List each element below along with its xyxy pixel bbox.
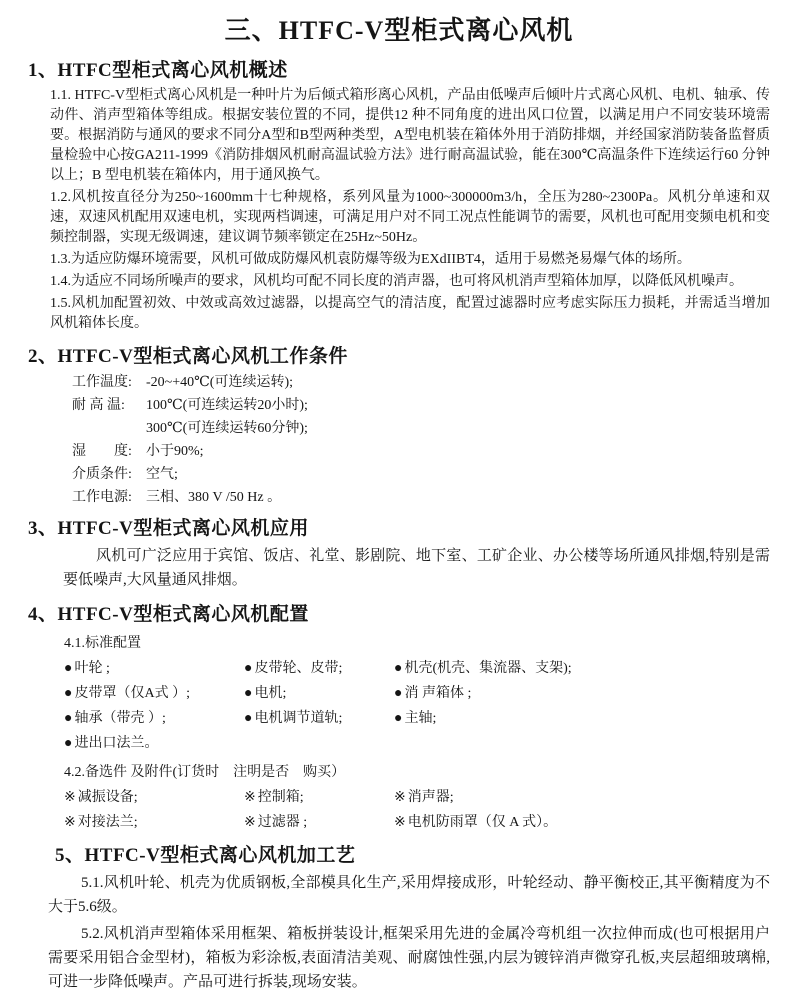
bullet-icon: ● <box>244 686 253 701</box>
paragraph-1-2: 1.2.风机按直径分为250~1600mm十七种规格，系列风量为1000~300000m3/h，全压为280~2300Pa。风机分单速和双速，双速风机配用双速电机，实现两档调速，可满足用户对不同工况点性能调节的需要，风机也可配用变频电机和变频控制器，实现无级调速，建议调节频率锁定在25Hz~50Hz。 <box>50 190 770 245</box>
condition-label: 湿 度: <box>72 444 132 459</box>
config-item: 机壳(机壳、集流器、支架); <box>404 661 572 676</box>
config-row <box>64 736 770 752</box>
config-item: 主轴; <box>404 711 437 726</box>
section-1-heading: 1、HTFC型柜式离心风机概述 <box>28 60 288 81</box>
standard-config-list <box>64 661 770 752</box>
reference-mark-icon: ※ <box>244 815 256 830</box>
application-paragraph: 风机可广泛应用于宾馆、饭店、礼堂、影剧院、地下室、工矿企业、办公楼等场所通风排烟,特别是需要低噪声,大风量通风排烟。 <box>63 548 770 588</box>
paragraph-1-4: 1.4.为适应不同场所噪声的要求，风机均可配不同长度的消声器，也可将风机消声型箱体加厚，以降低风机噪声。 <box>50 274 743 289</box>
config-row <box>64 661 770 677</box>
condition-value: 300℃(可连续运转60分钟); <box>146 421 308 436</box>
condition-row <box>72 490 770 506</box>
condition-value: 空气; <box>146 467 178 482</box>
bullet-icon: ● <box>394 661 403 676</box>
subsection-4-2-title: 4.2.备选件 及附件(订货时 注明是否 购买） <box>64 765 346 780</box>
config-cell <box>244 790 394 806</box>
config-item: 对接法兰; <box>77 815 138 830</box>
bullet-icon: ● <box>64 711 73 726</box>
optional-config-list <box>64 790 770 831</box>
condition-label: 介质条件: <box>72 467 132 482</box>
bullet-icon: ● <box>244 661 253 676</box>
config-item: 减振设备; <box>77 790 138 805</box>
config-item: 控制箱; <box>257 790 304 805</box>
section-3-heading: 3、HTFC-V型柜式离心风机应用 <box>28 518 309 539</box>
config-row <box>64 711 770 727</box>
bullet-icon: ● <box>394 686 403 701</box>
config-cell <box>64 790 244 806</box>
bullet-icon: ● <box>64 686 73 701</box>
condition-label: 工作电源: <box>72 490 132 505</box>
subsection-4-1-title: 4.1.标准配置 <box>64 636 141 651</box>
working-conditions-list <box>72 375 770 506</box>
reference-mark-icon: ※ <box>64 790 76 805</box>
config-item: 进出口法兰。 <box>74 736 159 751</box>
section-2-heading: 2、HTFC-V型柜式离心风机工作条件 <box>28 346 348 367</box>
config-row <box>64 790 770 806</box>
config-cell <box>64 711 244 727</box>
bullet-icon: ● <box>64 736 73 751</box>
condition-row <box>72 421 770 437</box>
condition-value: 三相、380 V /50 Hz 。 <box>146 490 282 505</box>
bullet-icon: ● <box>244 711 253 726</box>
paragraph-1-3: 1.3.为适应防爆环境需要，风机可做成防爆风机袁防爆等级为EXdIIBT4，适用于易燃尧易爆气体的场所。 <box>50 252 691 267</box>
config-cell <box>394 686 770 702</box>
config-cell <box>394 815 770 831</box>
reference-mark-icon: ※ <box>394 790 406 805</box>
section-5-heading: 5、HTFC-V型柜式离心风机加工艺 <box>55 845 356 866</box>
paragraph-1-1: 1.1. HTFC-V型柜式离心风机是一种叶片为后倾式箱形离心风机，产品由低噪声后倾叶片式离心风机、电机、轴承、传动件、消声型箱体等组成。根据安装位置的不同，提供12 种不同角度的进出风口位置，以满足用户不同安装环境需要。根据消防与通风的要求不同分A型和B型两种类型，A型电机装在箱体外用于消防排烟，并经国家消防装备监督质量检验中心按GA211-1999《消防排烟风机耐高温试验方法》进行耐高温试验，能在300℃高温条件下连续运行60 分钟以上；B 型电机装在箱体内，用于通风换气。 <box>50 88 770 183</box>
condition-row <box>72 398 770 414</box>
config-cell <box>244 661 394 677</box>
config-cell <box>394 711 770 727</box>
config-item: 皮带轮、皮带; <box>254 661 343 676</box>
paragraph-5-2: 5.2.风机消声型箱体采用框架、箱板拼装设计,框架采用先进的金属冷弯机组一次拉伸而成(也可根据用户需要采用铝合金型材)，箱板为彩涂板,表面清洁美观、耐腐蚀性强,内层为镀锌消声微穿孔板,夹层超细玻璃棉,可进一步降低噪声。产品可进行拆装,现场安装。 <box>48 926 770 990</box>
reference-mark-icon: ※ <box>394 815 406 830</box>
config-cell <box>64 736 244 752</box>
config-item: 电机; <box>254 686 287 701</box>
condition-value: 小于90%; <box>146 444 204 459</box>
config-cell <box>244 686 394 702</box>
config-cell <box>394 790 770 806</box>
config-item: 电机防雨罩（仅 A 式）。 <box>407 815 558 830</box>
bullet-icon: ● <box>394 711 403 726</box>
condition-label: 耐 高 温: <box>72 398 125 413</box>
condition-row <box>72 375 770 391</box>
reference-mark-icon: ※ <box>64 815 76 830</box>
config-row <box>64 815 770 831</box>
config-item: 电机调节道轨; <box>254 711 343 726</box>
section-4-heading: 4、HTFC-V型柜式离心风机配置 <box>28 604 309 625</box>
config-item: 过滤器 ; <box>257 815 308 830</box>
reference-mark-icon: ※ <box>244 790 256 805</box>
config-cell <box>64 815 244 831</box>
config-item: 皮带罩（仅A式 ）; <box>74 686 190 701</box>
config-row <box>64 686 770 702</box>
bullet-icon: ● <box>64 661 73 676</box>
config-item: 轴承（带壳 ）; <box>74 711 166 726</box>
config-cell <box>244 711 394 727</box>
condition-value: 100℃(可连续运转20小时); <box>146 398 308 413</box>
paragraph-5-1: 5.1.风机叶轮、机壳为优质钢板,全部模具化生产,采用焊接成形，叶轮经动、静平衡校正,其平衡精度为不大于5.6级。 <box>48 875 770 915</box>
condition-value: -20~+40℃(可连续运转); <box>146 375 294 390</box>
config-cell <box>64 686 244 702</box>
doc-title: 三、HTFC-V型柜式离心风机 <box>224 16 574 45</box>
condition-row <box>72 444 770 460</box>
config-cell <box>64 661 244 677</box>
config-cell <box>394 661 770 677</box>
condition-row <box>72 467 770 483</box>
config-item: 消声器; <box>407 790 454 805</box>
config-item: 叶轮 ; <box>74 661 110 676</box>
config-cell <box>244 815 394 831</box>
condition-label: 工作温度: <box>72 375 132 390</box>
paragraph-1-5: 1.5.风机加配置初效、中效或高效过滤器，以提高空气的清洁度，配置过滤器时应考虑实际压力损耗，并需适当增加风机箱体长度。 <box>50 296 770 331</box>
condition-label <box>72 421 138 437</box>
config-item: 消 声箱体 ; <box>404 686 472 701</box>
